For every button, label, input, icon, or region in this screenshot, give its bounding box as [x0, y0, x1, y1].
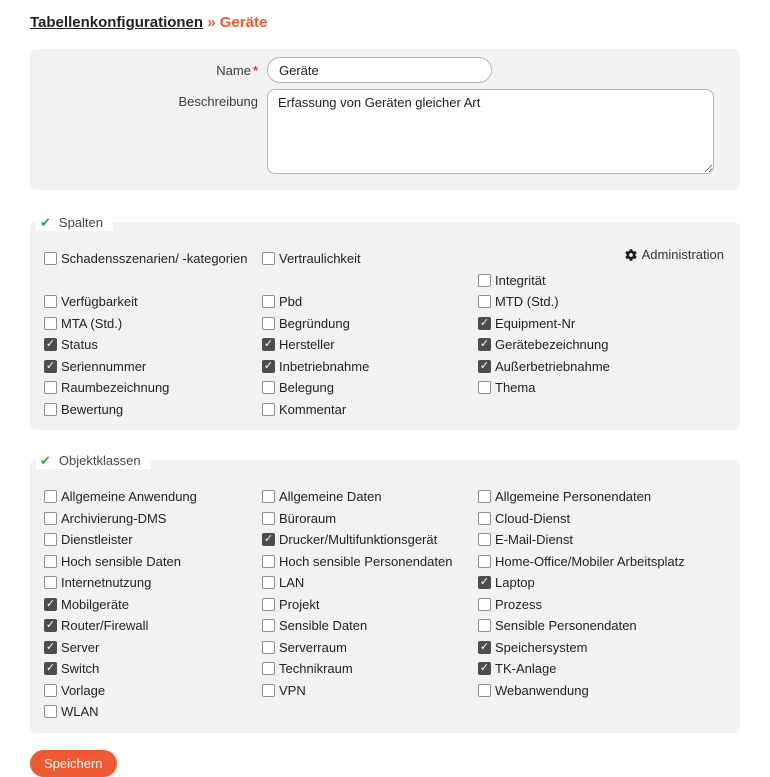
checkbox-unchecked[interactable] [44, 512, 57, 525]
checkbox-option[interactable] [262, 683, 478, 698]
breadcrumb-parent-link[interactable]: Tabellenkonfigurationen [30, 14, 204, 31]
breadcrumb [30, 14, 740, 31]
gear-icon [625, 249, 637, 261]
checkbox-label: Mobilgeräte [61, 596, 129, 612]
checkbox-unchecked[interactable] [262, 619, 275, 632]
checkbox-label: Webanwendung [495, 682, 589, 698]
checkbox-option[interactable] [262, 661, 478, 676]
checkbox-label: Bewertung [61, 401, 124, 417]
checkbox-option[interactable] [262, 597, 478, 612]
checkbox-label: Hoch sensible Daten [61, 553, 181, 569]
checkbox-label: Internetnutzung [61, 575, 152, 591]
checkbox-label: Thema [495, 380, 536, 396]
checkbox-unchecked[interactable] [262, 576, 275, 589]
checkbox-option[interactable] [478, 294, 726, 309]
checkbox-checked[interactable]: ✓ [45, 640, 56, 653]
checkbox-unchecked[interactable] [44, 295, 57, 308]
checkbox-option[interactable] [44, 337, 262, 352]
checkbox-label: Allgemeine Daten [279, 489, 382, 505]
checkbox-unchecked[interactable] [478, 533, 491, 546]
checkbox-option[interactable] [44, 489, 262, 504]
checkbox-label: Cloud-Dienst [495, 510, 571, 526]
checkbox-option[interactable] [44, 532, 262, 547]
checkbox-option[interactable] [44, 618, 262, 633]
checkbox-option[interactable] [262, 402, 478, 417]
required-marker: * [252, 62, 258, 78]
checkbox-option[interactable] [44, 294, 262, 309]
checkbox-unchecked[interactable] [44, 490, 57, 503]
checkbox-label: Pbd [279, 294, 303, 310]
checkbox-option[interactable] [478, 489, 726, 504]
checkbox-checked[interactable]: ✓ [45, 619, 56, 632]
checkbox-label: Inbetriebnahme [279, 358, 370, 374]
checkbox-unchecked[interactable] [44, 252, 57, 265]
checkbox-unchecked[interactable] [262, 252, 275, 265]
checkbox-option[interactable] [262, 380, 478, 395]
checkbox-label: Server [61, 639, 100, 655]
spalten-checkbox-grid [44, 248, 726, 420]
checkbox-option[interactable] [478, 273, 726, 288]
checkbox-label: Integrität [495, 272, 546, 288]
checkbox-label: Hoch sensible Personendaten [279, 553, 453, 569]
checkbox-label: Allgemeine Personendaten [495, 489, 652, 505]
name-label-text: Name [216, 62, 251, 78]
checkbox-option[interactable] [262, 554, 478, 569]
checkbox-checked[interactable]: ✓ [479, 640, 490, 653]
checkbox-option[interactable] [44, 661, 262, 676]
breadcrumb-separator: » [207, 14, 216, 31]
checkbox-option[interactable] [262, 294, 478, 309]
checkbox-checked[interactable]: ✓ [479, 662, 490, 675]
checkbox-option[interactable] [478, 554, 726, 569]
checkbox-option[interactable] [478, 532, 726, 547]
checkbox-unchecked[interactable] [262, 512, 275, 525]
checkbox-unchecked[interactable] [478, 555, 491, 568]
checkbox-label: Sensible Personendaten [495, 618, 637, 634]
checkbox-checked[interactable]: ✓ [45, 662, 56, 675]
checkbox-unchecked[interactable] [478, 684, 491, 697]
checkbox-unchecked[interactable] [44, 576, 57, 589]
checkbox-label: Begründung [279, 315, 350, 331]
checkbox-label: Belegung [279, 380, 334, 396]
checkbox-option[interactable] [44, 554, 262, 569]
checkbox-option[interactable] [44, 380, 262, 395]
checkbox-unchecked[interactable] [478, 512, 491, 525]
checkbox-label: Außerbetriebnahme [495, 358, 610, 374]
checkbox-checked[interactable]: ✓ [45, 338, 56, 351]
checkbox-label: Raumbezeichnung [61, 380, 170, 396]
checkbox-unchecked[interactable] [478, 295, 491, 308]
checkbox-checked[interactable]: ✓ [263, 338, 274, 351]
checkbox-option[interactable] [262, 575, 478, 590]
checkbox-label: Speichersystem [495, 639, 588, 655]
checkbox-option[interactable] [478, 380, 726, 395]
checkbox-label: Switch [61, 661, 100, 677]
checkbox-option[interactable] [478, 661, 726, 676]
checkbox-option[interactable] [478, 597, 726, 612]
checkbox-unchecked[interactable] [262, 490, 275, 503]
checkbox-option[interactable] [478, 640, 726, 655]
checkbox-label: MTA (Std.) [61, 315, 123, 331]
checkbox-option[interactable] [44, 359, 262, 374]
name-row [38, 57, 722, 83]
name-label [38, 63, 267, 78]
checkbox-label: Serverraum [279, 639, 347, 655]
checkbox-label: Laptop [495, 575, 535, 591]
description-textarea[interactable] [267, 89, 714, 174]
checkbox-unchecked[interactable] [44, 381, 57, 394]
section-objektklassen-title: Objektklassen [58, 453, 141, 468]
checkbox-label: TK-Anlage [495, 661, 557, 677]
checkbox-option[interactable] [262, 337, 478, 352]
checkbox-unchecked[interactable] [262, 662, 275, 675]
checkbox-label: Technikraum [279, 661, 353, 677]
checkbox-unchecked[interactable] [478, 381, 491, 394]
checkbox-label: Drucker/Multifunktionsgerät [279, 532, 438, 548]
section-spalten-legend [36, 214, 113, 231]
checkbox-label: LAN [279, 575, 305, 591]
checkbox-checked[interactable]: ✓ [45, 359, 56, 372]
checkbox-label: MTD (Std.) [495, 294, 559, 310]
checkbox-label: Projekt [279, 596, 320, 612]
checkbox-unchecked[interactable] [262, 295, 275, 308]
checkbox-unchecked[interactable] [262, 598, 275, 611]
checkbox-label: Kommentar [279, 401, 347, 417]
checkbox-option[interactable] [478, 575, 726, 590]
checkbox-unchecked[interactable] [262, 641, 275, 654]
checkbox-option[interactable] [44, 597, 262, 612]
checkmark-icon: ✔ [40, 453, 51, 468]
checkbox-label: Hersteller [279, 337, 335, 353]
checkbox-label: Gerätebezeichnung [495, 337, 609, 353]
save-button[interactable]: Speichern [30, 750, 117, 777]
description-row [38, 89, 722, 174]
checkbox-option[interactable] [44, 511, 262, 526]
checkbox-label: Schadensszenarien/ -kategorien [61, 251, 248, 267]
checkbox-checked[interactable]: ✓ [263, 359, 274, 372]
form-panel [30, 49, 740, 190]
checkbox-unchecked[interactable] [262, 684, 275, 697]
checkbox-option[interactable] [44, 704, 262, 719]
checkbox-unchecked[interactable] [262, 555, 275, 568]
checkbox-checked[interactable]: ✓ [479, 338, 490, 351]
checkbox-label: Verfügbarkeit [61, 294, 138, 310]
checkbox-label: WLAN [61, 704, 99, 720]
checkbox-option[interactable] [262, 316, 478, 331]
checkbox-option[interactable] [262, 640, 478, 655]
checkbox-label: Seriennummer [61, 358, 147, 374]
checkbox-checked[interactable]: ✓ [479, 359, 490, 372]
checkbox-option[interactable] [44, 575, 262, 590]
checkbox-checked[interactable]: ✓ [45, 597, 56, 610]
checkbox-option[interactable] [44, 251, 262, 266]
checkbox-label: Home-Office/Mobiler Arbeitsplatz [495, 553, 685, 569]
checkbox-unchecked[interactable] [478, 619, 491, 632]
checkbox-option[interactable] [262, 359, 478, 374]
administration-label: Administration [641, 247, 724, 262]
checkbox-label: Vorlage [61, 682, 106, 698]
checkbox-unchecked[interactable] [478, 274, 491, 287]
checkbox-option[interactable] [44, 316, 262, 331]
checkbox-unchecked[interactable] [262, 381, 275, 394]
checkbox-option[interactable] [262, 251, 478, 266]
checkbox-option[interactable] [478, 316, 726, 331]
checkbox-label: Prozess [495, 596, 542, 612]
checkbox-label: Büroraum [279, 510, 337, 526]
checkbox-label: Vertraulichkeit [279, 251, 361, 267]
checkbox-unchecked[interactable] [44, 684, 57, 697]
administration-link[interactable] [625, 247, 724, 262]
checkbox-checked[interactable]: ✓ [263, 533, 274, 546]
checkbox-option[interactable] [44, 683, 262, 698]
section-objektklassen-legend [36, 452, 151, 469]
checkbox-checked[interactable]: ✓ [479, 576, 490, 589]
checkbox-label: Archivierung-DMS [61, 510, 167, 526]
checkbox-option[interactable] [478, 511, 726, 526]
checkbox-unchecked[interactable] [44, 705, 57, 718]
name-input[interactable] [267, 57, 492, 83]
checkbox-option[interactable] [262, 489, 478, 504]
checkbox-option[interactable] [44, 640, 262, 655]
section-spalten-title: Spalten [58, 215, 103, 230]
checkbox-label: E-Mail-Dienst [495, 532, 574, 548]
checkbox-label: Allgemeine Anwendung [61, 489, 197, 505]
section-spalten [30, 215, 740, 430]
checkbox-unchecked[interactable] [478, 598, 491, 611]
checkbox-option[interactable] [262, 618, 478, 633]
checkbox-option[interactable] [44, 402, 262, 417]
checkbox-unchecked[interactable] [478, 490, 491, 503]
section-objektklassen [30, 453, 740, 733]
checkbox-label: Router/Firewall [61, 618, 149, 634]
checkbox-unchecked[interactable] [262, 317, 275, 330]
checkmark-icon: ✔ [40, 215, 51, 230]
checkbox-label: VPN [279, 682, 306, 698]
checkbox-option[interactable] [262, 532, 478, 547]
checkbox-unchecked[interactable] [44, 555, 57, 568]
checkbox-checked[interactable]: ✓ [479, 316, 490, 329]
checkbox-option[interactable] [478, 618, 726, 633]
checkbox-unchecked[interactable] [44, 533, 57, 546]
checkbox-label: Equipment-Nr [495, 315, 576, 331]
checkbox-option[interactable] [262, 511, 478, 526]
checkbox-label: Status [61, 337, 98, 353]
checkbox-unchecked[interactable] [262, 403, 275, 416]
breadcrumb-current: Geräte [219, 14, 268, 31]
checkbox-label: Sensible Daten [279, 618, 368, 634]
checkbox-unchecked[interactable] [44, 317, 57, 330]
checkbox-option[interactable] [478, 683, 726, 698]
description-label: Beschreibung [178, 94, 258, 109]
checkbox-option[interactable] [478, 337, 726, 352]
objektklassen-checkbox-grid [44, 486, 726, 723]
checkbox-label: Dienstleister [61, 532, 133, 548]
checkbox-option[interactable] [478, 359, 726, 374]
checkbox-unchecked[interactable] [44, 403, 57, 416]
